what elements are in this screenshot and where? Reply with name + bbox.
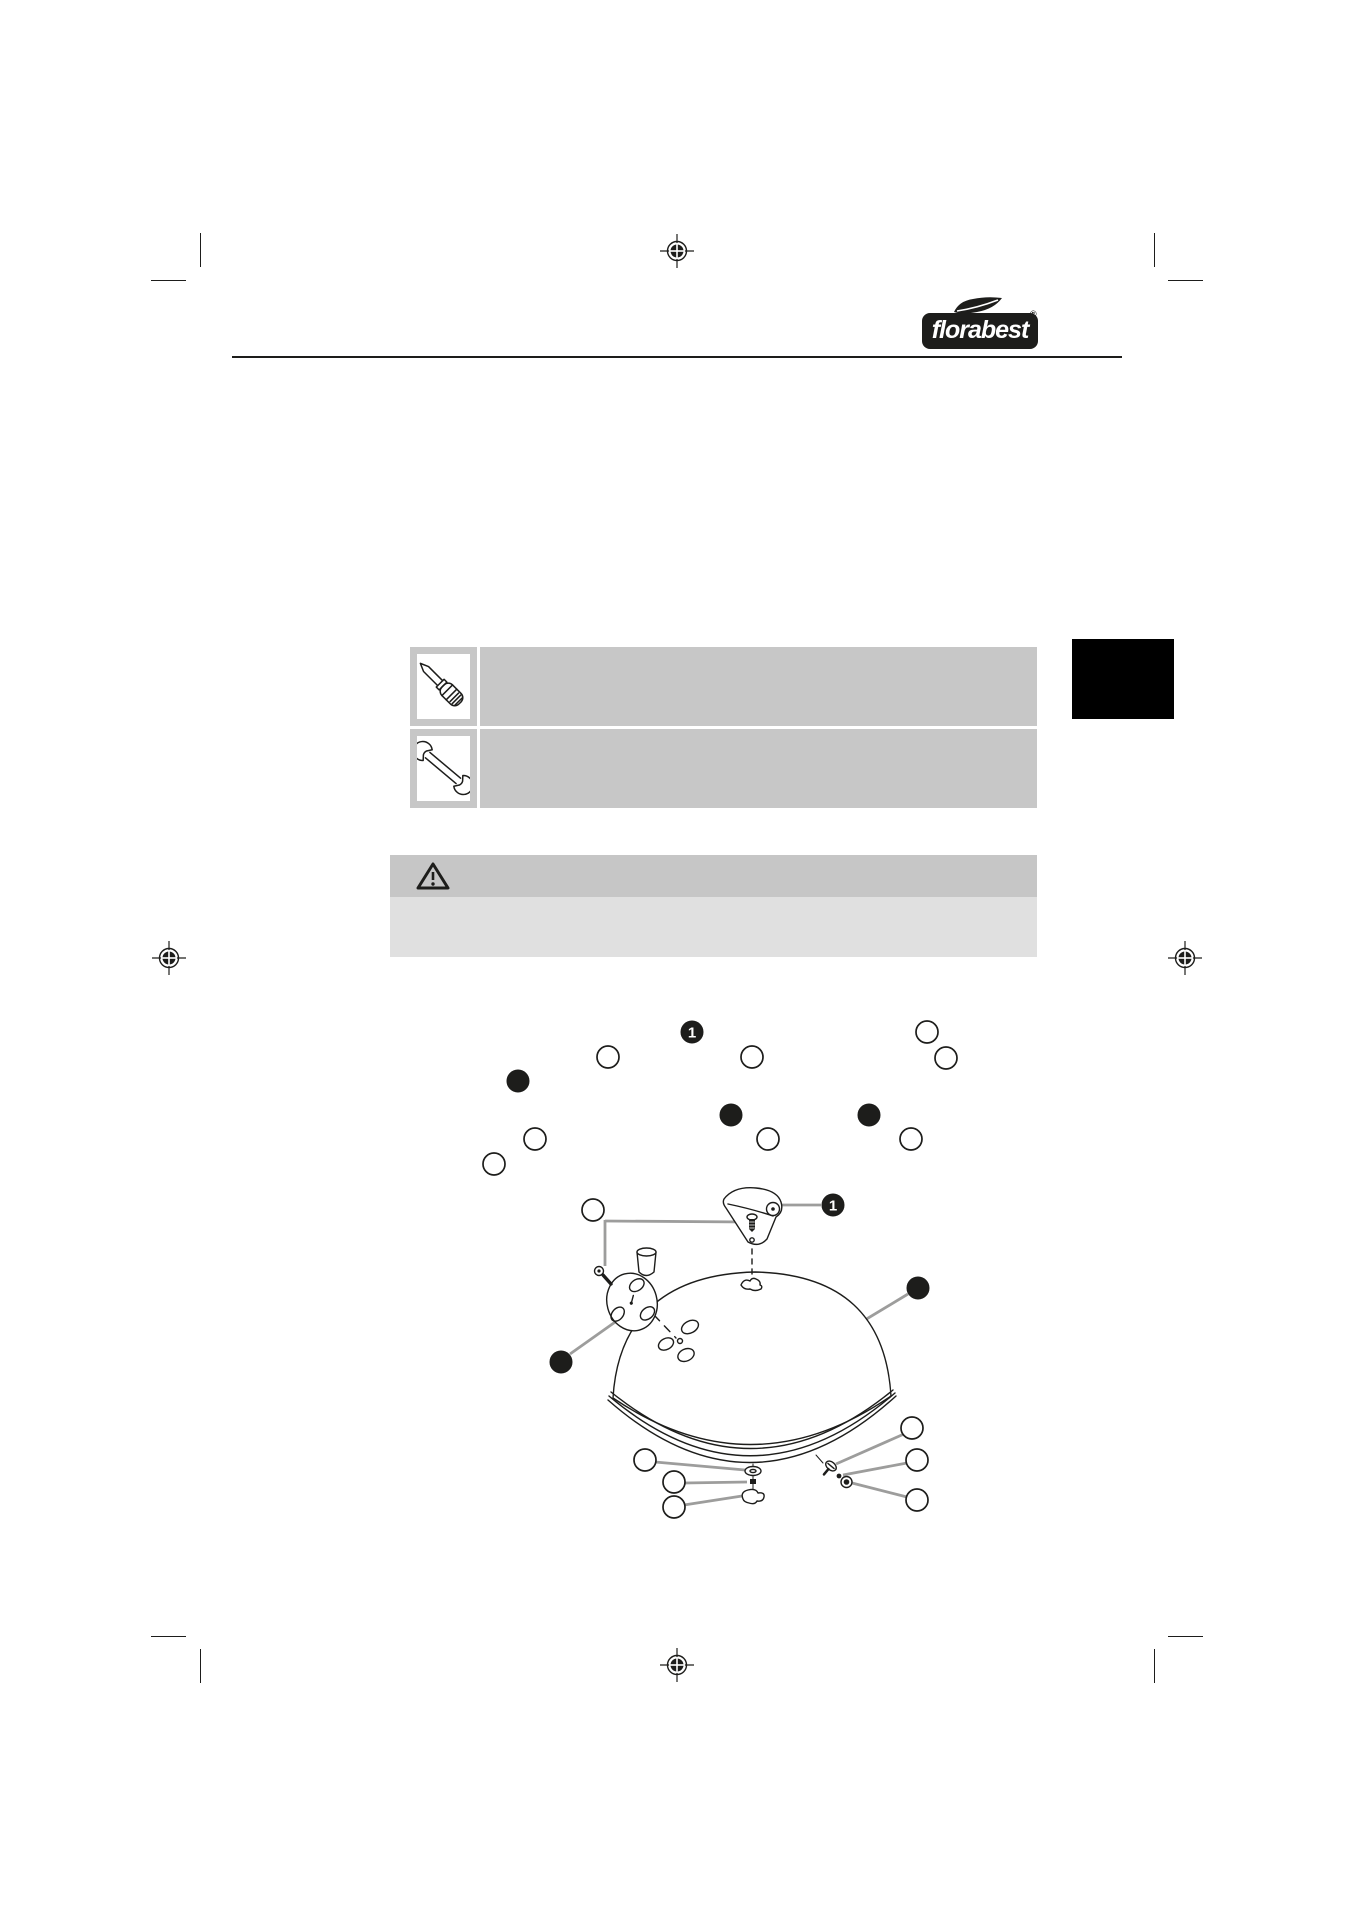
- lock-nut: [841, 1477, 852, 1488]
- callout-circle: [507, 1070, 529, 1092]
- callout-circle-1: [822, 1194, 844, 1216]
- damper-screw: [595, 1267, 612, 1285]
- callout-circle: [907, 1277, 929, 1299]
- callout-circle: [906, 1489, 928, 1511]
- callout-circle: [901, 1417, 923, 1439]
- leader-line: [843, 1463, 907, 1475]
- lid-holder-bracket: [723, 1188, 781, 1245]
- callout-circle: [858, 1104, 880, 1126]
- washer-nut-wingnut-assembly: [742, 1464, 764, 1504]
- callout-circle: [634, 1449, 656, 1471]
- callout-circle: [757, 1128, 779, 1150]
- svg-text:1: 1: [828, 1197, 838, 1215]
- callout-circle-1: [681, 1021, 703, 1043]
- leader-line: [684, 1482, 747, 1483]
- callout-circle: [524, 1128, 546, 1150]
- callout-circle: [663, 1471, 685, 1493]
- registered-trademark: ®: [1030, 309, 1037, 319]
- callout-circle: [483, 1153, 505, 1175]
- callout-circle: [550, 1351, 572, 1373]
- callout-circle: [582, 1199, 604, 1221]
- callout-circle: [663, 1496, 685, 1518]
- leader-line: [655, 1462, 745, 1470]
- lid-clip: [741, 1278, 762, 1290]
- callout-circle: [597, 1046, 619, 1068]
- leader-line: [836, 1434, 904, 1464]
- damper-knob: [637, 1248, 656, 1276]
- washer: [745, 1467, 761, 1476]
- callout-circle: [906, 1449, 928, 1471]
- callout-circle: [935, 1047, 957, 1069]
- svg-text:1: 1: [687, 1024, 697, 1042]
- wing-nut: [742, 1489, 764, 1503]
- callout-circle: [916, 1021, 938, 1043]
- leader-line: [684, 1496, 742, 1505]
- leader-line: [570, 1320, 618, 1354]
- callout-circle: [741, 1046, 763, 1068]
- leader-line: [605, 1221, 748, 1222]
- callout-circle: [720, 1104, 742, 1126]
- callout-circle: [900, 1128, 922, 1150]
- logo-text: florabest: [931, 315, 1029, 344]
- leader-line: [852, 1483, 907, 1497]
- spacer-dot: [837, 1474, 842, 1479]
- square-nut: [750, 1479, 756, 1484]
